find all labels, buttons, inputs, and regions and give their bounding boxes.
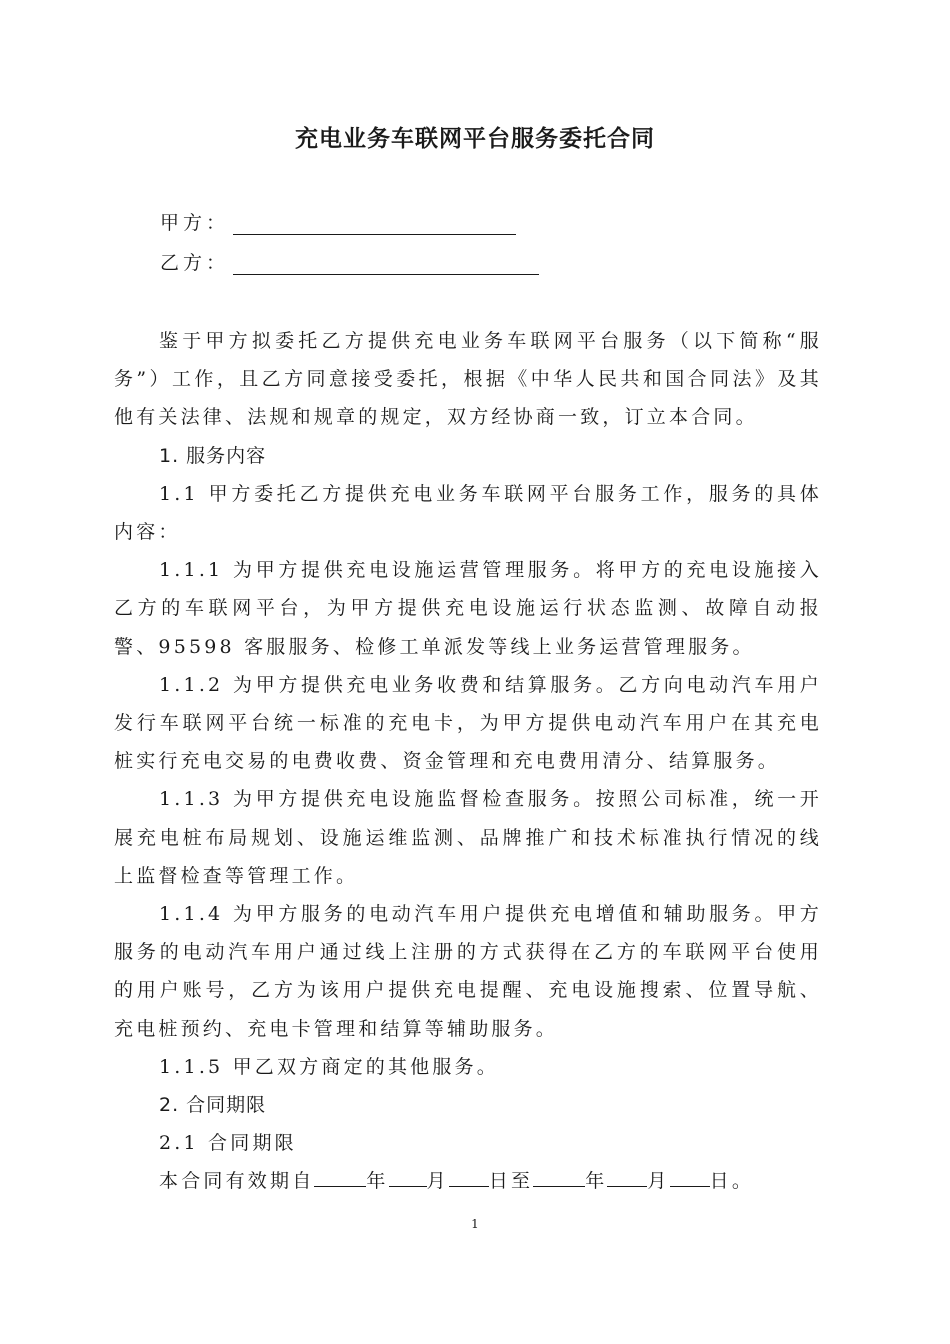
term-year2-label: 年 xyxy=(585,1170,608,1193)
term-day-end-label: 日。 xyxy=(709,1170,755,1193)
party-b-row xyxy=(160,248,539,275)
contract-body xyxy=(114,322,822,1201)
clause-1-1-3: 1.1.3 为甲方提供充电设施监督检查服务。按照公司标准，统一开展充电桩布局规划、设施运维监测、品牌推广和技术标准执行情况的线上监督检查等管理工作。 xyxy=(114,788,822,887)
clause-2-1: 2.1 合同期限 xyxy=(159,1132,297,1155)
document-title: 充电业务车联网平台服务委托合同 xyxy=(295,126,655,152)
term-year-label: 年 xyxy=(366,1170,389,1193)
page-number: 1 xyxy=(471,1217,479,1231)
start-year-blank xyxy=(314,1166,366,1187)
clause-1-1: 1.1 甲方委托乙方提供充电业务车联网平台服务工作，服务的具体内容： xyxy=(114,482,822,544)
term-line xyxy=(114,1162,822,1200)
clause-1-1-4: 1.1.4 为甲方服务的电动汽车用户提供充电增值和辅助服务。甲方服务的电动汽车用户通过线上注册的方式获得在乙方的车联网平台使用的用户账号，乙方为该用户提供充电提醒、充电设施搜索、位置导航、充电桩预约、充电卡管理和结算等辅助服务。 xyxy=(114,903,822,1040)
party-b-blank xyxy=(233,252,539,275)
party-b-label: 乙方： xyxy=(160,252,230,274)
intro-paragraph: 鉴于甲方拟委托乙方提供充电业务车联网平台服务（以下简称“服务”）工作，且乙方同意接受委托，根据《中华人民共和国合同法》及其他有关法律、法规和规章的规定，双方经协商一致，订立本合同。 xyxy=(114,330,822,429)
party-a-row xyxy=(160,208,516,235)
clause-1-1-2: 1.1.2 为甲方提供充电业务收费和结算服务。乙方向电动汽车用户发行车联网平台统一标准的充电卡，为甲方提供电动汽车用户在其充电桩实行充电交易的电费收费、资金管理和充电费用清分、结算服务。 xyxy=(114,673,822,773)
end-month-blank xyxy=(607,1166,647,1187)
section-2-heading: 2. 合同期限 xyxy=(159,1094,267,1117)
term-month-label: 月 xyxy=(426,1170,449,1193)
start-day-blank xyxy=(449,1166,489,1187)
party-a-blank xyxy=(233,212,516,235)
end-year-blank xyxy=(533,1166,585,1187)
term-month2-label: 月 xyxy=(647,1170,670,1193)
start-month-blank xyxy=(389,1166,427,1187)
term-prefix: 本合同有效期自 xyxy=(159,1170,315,1193)
clause-1-1-1: 1.1.1 为甲方提供充电设施运营管理服务。将甲方的充电设施接入乙方的车联网平台，为甲方提供充电设施运行状态监测、故障自动报警、95598 客服服务、检修工单派发等线上业务运营管理服务。 xyxy=(114,559,822,658)
party-a-label: 甲方： xyxy=(160,212,230,234)
term-day-to-label: 日至 xyxy=(488,1170,534,1193)
clause-1-1-5: 1.1.5 甲乙双方商定的其他服务。 xyxy=(159,1055,499,1078)
section-1-heading: 1. 服务内容 xyxy=(159,444,267,467)
end-day-blank xyxy=(670,1166,710,1187)
